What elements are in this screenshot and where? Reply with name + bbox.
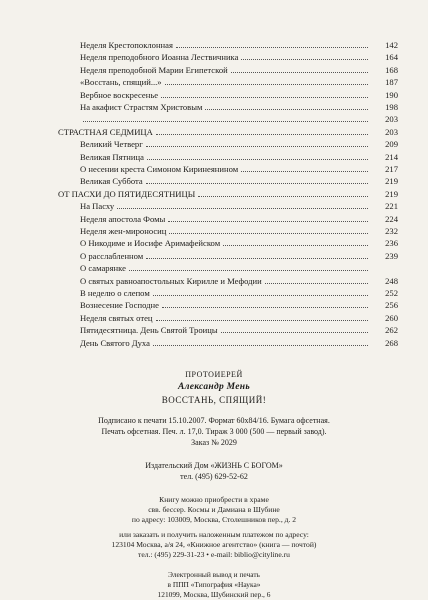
toc-leader-dots xyxy=(265,283,368,284)
toc-page-number: 221 xyxy=(385,201,398,212)
toc-leader-dots xyxy=(146,183,368,184)
toc-page-number: 252 xyxy=(385,288,398,298)
toc-page-number: 219 xyxy=(385,176,398,187)
toc-leader-dots xyxy=(231,72,368,73)
toc-page-number: 262 xyxy=(385,325,398,336)
toc-entry-title: Неделя святых отец xyxy=(80,312,153,323)
toc-entry-title: Великая Пятница xyxy=(80,151,144,162)
toc-entry-title: Неделя жен-мироносиц xyxy=(80,226,167,236)
toc-page-number: 217 xyxy=(385,164,398,174)
toc-leader-dots xyxy=(146,146,368,147)
toc-page-number: 168 xyxy=(385,64,398,75)
toc-page-number: 187 xyxy=(385,77,398,88)
toc-leader-dots xyxy=(198,196,368,197)
toc-entry-title: О несении креста Симоном Киринеянином xyxy=(80,164,239,174)
toc-leader-dots xyxy=(162,307,368,308)
toc-leader-dots xyxy=(156,320,368,321)
toc-leader-dots xyxy=(176,47,368,48)
purchase-address: по адресу: 103009, Москва, Столешников пер., д. 2 xyxy=(131,515,297,524)
toc-entry-title: О расслабленном xyxy=(80,250,144,261)
toc-entry-title: На Пасху xyxy=(80,201,115,212)
toc-leader-dots xyxy=(147,159,368,160)
toc-page-number: 232 xyxy=(385,226,398,236)
toc-entry-title: О самарянке xyxy=(80,263,126,274)
toc-page-number: 209 xyxy=(385,139,398,150)
toc-page-number: 268 xyxy=(385,337,398,348)
toc-entry-title: На акафист Страстям Христовым xyxy=(80,102,203,112)
toc-leader-dots xyxy=(129,270,368,271)
toc-leader-dots xyxy=(168,221,368,222)
toc-page-number: 203 xyxy=(385,114,398,125)
toc-entry-title: В неделю о слепом xyxy=(80,288,150,298)
toc-entry-title: Вознесение Господне xyxy=(80,300,159,311)
toc-leader-dots xyxy=(161,97,368,98)
mail-order-line: 123104 Москва, а/я 24, «Книжное агентство» (книга — почтой) xyxy=(111,540,317,549)
toc-page-number: 219 xyxy=(385,188,398,199)
toc-page-number: 236 xyxy=(385,238,398,249)
publisher-name: Издательский Дом «ЖИЗНЬ С БОГОМ» xyxy=(145,461,283,470)
toc-entry-title: Вербное воскресенье xyxy=(80,89,159,100)
book-title: ВОССТАНЬ, СПЯЩИЙ! xyxy=(161,395,267,405)
toc-entry-title: Неделя преподобной Марии Египетской xyxy=(80,64,228,75)
toc-leader-dots xyxy=(153,345,368,346)
toc-entry-title: Великий Четверг xyxy=(80,139,143,150)
toc-page-number: 248 xyxy=(385,275,398,286)
toc-leader-dots xyxy=(83,121,368,122)
toc-leader-dots xyxy=(241,59,368,60)
printer-info-line: в ППП «Типография «Наука» xyxy=(167,580,261,589)
toc-entry-title: Пятидесятница. День Святой Троицы xyxy=(80,325,218,336)
toc-page-number: 239 xyxy=(385,250,398,261)
purchase-info-line: Книгу можно приобрести в храме xyxy=(159,495,269,504)
toc-entry-title: Неделя апостола Фомы xyxy=(80,213,166,224)
printer-info-line: Электронный вывод и печать xyxy=(168,570,260,579)
toc-page-number: 214 xyxy=(385,151,398,162)
toc-leader-dots xyxy=(146,258,368,259)
toc-leader-dots xyxy=(153,295,368,296)
toc-leader-dots xyxy=(223,245,368,246)
toc-leader-dots xyxy=(241,171,368,172)
print-info-line: Печать офсетная. Печ. л. 17,0. Тираж 3 000 (500 — первый завод). xyxy=(101,427,327,436)
toc-page-number: 198 xyxy=(385,102,398,112)
toc-entry xyxy=(0,336,428,350)
toc-entry-title: Неделя преподобного Иоанна Лествичника xyxy=(80,52,239,63)
toc-page-number: 142 xyxy=(385,40,398,50)
toc-page-number: 190 xyxy=(385,89,398,100)
toc-page-number: 256 xyxy=(385,300,398,311)
printer-address: 121099, Москва, Шубинский пер., 6 xyxy=(157,590,271,599)
toc-page-number: 224 xyxy=(385,213,398,224)
toc-page-number: 164 xyxy=(385,52,398,63)
author-rank: ПРОТОИЕРЕЙ xyxy=(185,370,243,379)
toc-entry-title: Великая Суббота xyxy=(80,176,143,187)
toc-page-number: 203 xyxy=(385,126,398,137)
toc-leader-dots xyxy=(205,109,368,110)
mail-order-line: или заказать и получить наложенным платежом по адресу: xyxy=(119,530,309,539)
toc-entry-title: О Никодиме и Иосифе Аримафейском xyxy=(80,238,221,249)
toc-leader-dots xyxy=(169,233,368,234)
print-info-line: Подписано к печати 15.10.2007. Формат 60х84/16. Бумага офсетная. xyxy=(98,416,330,425)
toc-entry-title: Неделя Крестопоклонная xyxy=(80,40,173,50)
publisher-phone: тел. (495) 629-52-62 xyxy=(180,472,248,481)
toc-page-number: 260 xyxy=(385,312,398,323)
toc-entry-title: ОТ ПАСХИ ДО ПЯТИДЕСЯТНИЦЫ xyxy=(58,188,196,199)
toc-leader-dots xyxy=(221,332,368,333)
toc-entry-title: О святых равноапостольных Кирилле и Мефодии xyxy=(80,275,262,286)
purchase-info-line: свв. бессер. Космы и Дамиана в Шубине xyxy=(148,505,280,514)
order-number: Заказ № 2029 xyxy=(191,438,237,447)
mail-order-contacts: тел.: (495) 229-31-23 • e-mail: biblio@cityline.ru xyxy=(138,550,290,559)
toc-leader-dots xyxy=(117,208,368,209)
toc-entry-title: СТРАСТНАЯ СЕДМИЦА xyxy=(58,126,153,137)
toc-leader-dots xyxy=(165,84,368,85)
toc-leader-dots xyxy=(156,134,368,135)
toc-entry-title: День Святого Духа xyxy=(80,337,150,348)
author-name: Александр Мень xyxy=(177,382,251,392)
toc-entry-title: «Восстань, спящий...» xyxy=(80,77,162,88)
